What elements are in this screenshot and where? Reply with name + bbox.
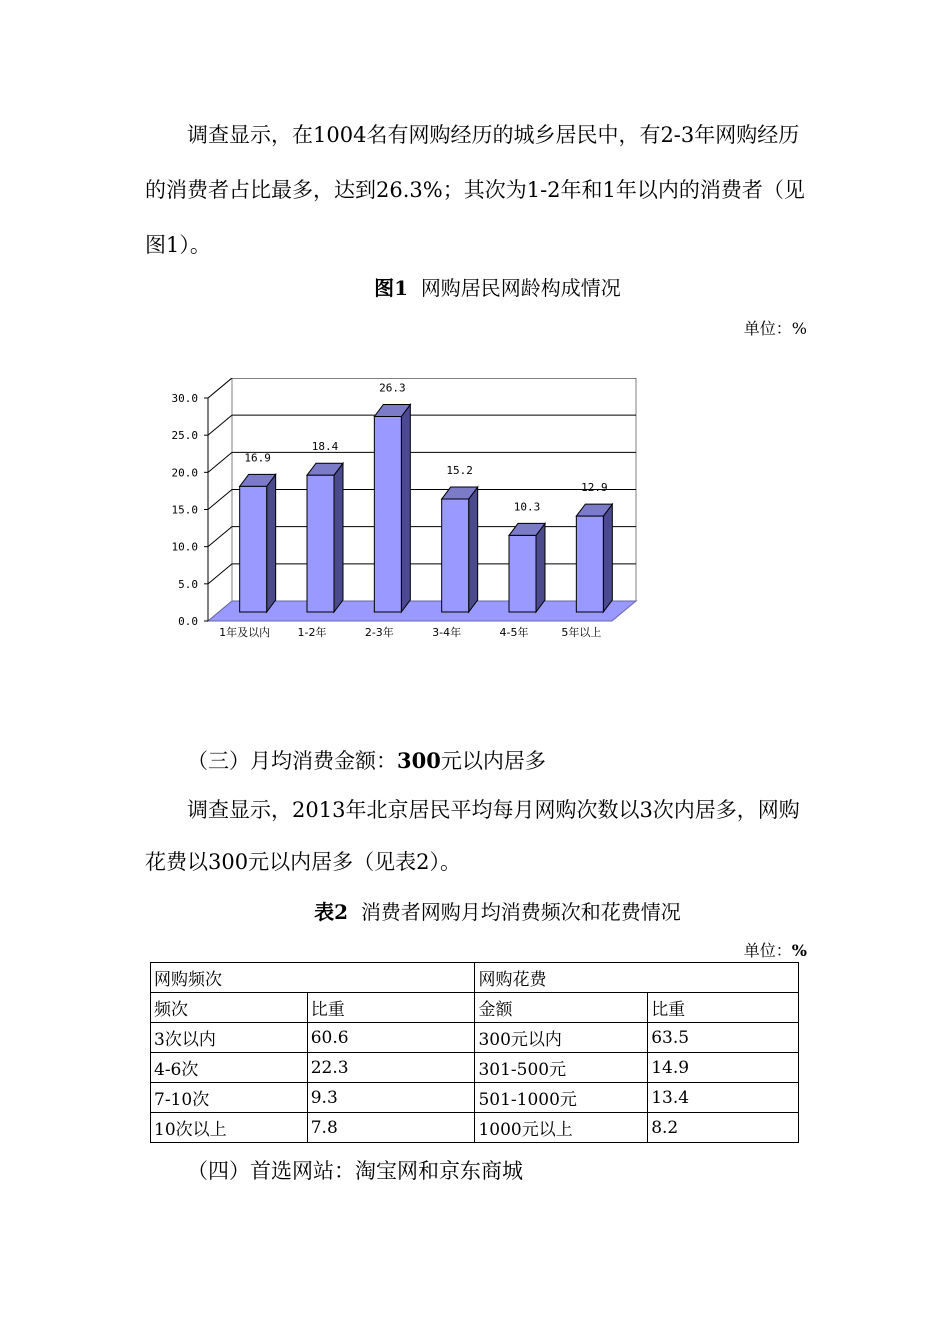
y-tick-label: 20.0 xyxy=(171,466,198,480)
table-cell: 4-6次 xyxy=(151,1053,308,1083)
figure-1-caption xyxy=(145,272,850,301)
table-2-title: 消费者网购月均消费频次和花费情况 xyxy=(360,900,681,924)
bar xyxy=(307,475,334,612)
data-label: 12.9 xyxy=(581,481,608,495)
data-label: 10.3 xyxy=(513,500,541,514)
table-row xyxy=(151,1113,799,1143)
y-tick-label: 5.0 xyxy=(178,577,198,591)
section-4-heading: （四）首选网站：淘宝网和京东商城 xyxy=(187,1159,523,1183)
header-share-1: 比重 xyxy=(307,993,475,1023)
section-3-paragraph: 调查显示，2013年北京居民平均每月网购次数以3次内居多，网购花费以300元以内居多（见表2）。 xyxy=(145,798,800,874)
data-label: 26.3 xyxy=(379,381,406,395)
data-label: 16.9 xyxy=(244,451,271,465)
table-cell: 301-500元 xyxy=(475,1053,648,1083)
table-cell: 13.4 xyxy=(648,1083,799,1113)
figure-1-title: 网购居民网龄构成情况 xyxy=(420,276,621,300)
x-tick-label: 3-4年 xyxy=(432,626,462,639)
bar-side xyxy=(334,463,343,612)
table-cell: 1000元以上 xyxy=(475,1113,648,1143)
bar-side xyxy=(469,487,478,612)
table-cell: 14.9 xyxy=(648,1053,799,1083)
y-tick-label: 25.0 xyxy=(171,429,198,443)
bar-side xyxy=(401,405,410,612)
section-3-bold: 300 xyxy=(397,748,441,773)
table-cell: 7.8 xyxy=(307,1113,475,1143)
table-group-header-row xyxy=(151,963,799,993)
header-share-2: 比重 xyxy=(648,993,799,1023)
figure-1-label: 图1 xyxy=(374,276,409,300)
bar-side xyxy=(267,474,276,612)
table-2-unit xyxy=(744,938,807,961)
table-cell: 22.3 xyxy=(307,1053,475,1083)
table-cell: 3次以内 xyxy=(151,1023,308,1053)
bar xyxy=(576,516,603,612)
x-tick-label: 4-5年 xyxy=(499,626,529,639)
y-tick-label: 30.0 xyxy=(171,392,198,405)
x-tick-label: 1年及以内 xyxy=(219,626,271,639)
section-3-suffix: 元以内居多 xyxy=(440,749,546,773)
bar xyxy=(240,486,267,612)
table-cell: 60.6 xyxy=(307,1023,475,1053)
table-2-label: 表2 xyxy=(314,900,349,924)
header-frequency: 频次 xyxy=(151,993,308,1023)
table-row xyxy=(151,1023,799,1053)
y-tick-label: 0.0 xyxy=(178,615,198,628)
table-cell: 63.5 xyxy=(648,1023,799,1053)
table-cell: 501-1000元 xyxy=(475,1083,648,1113)
table-cell: 8.2 xyxy=(648,1113,799,1143)
table-2-unit-prefix: 单位： xyxy=(743,941,792,960)
data-label: 15.2 xyxy=(446,464,473,478)
section-3-prefix: （三）月均消费金额： xyxy=(187,749,397,773)
group-header-frequency: 网购频次 xyxy=(151,963,475,993)
table-cell: 9.3 xyxy=(307,1083,475,1113)
bar-side xyxy=(536,523,545,612)
x-tick-label: 1-2年 xyxy=(297,626,327,639)
bar-side xyxy=(603,504,612,612)
table-row xyxy=(151,1083,799,1113)
data-label: 18.4 xyxy=(311,440,339,454)
figure-1-unit: 单位：% xyxy=(743,319,807,338)
x-tick-label: 5年以上 xyxy=(561,626,602,639)
y-tick-label: 15.0 xyxy=(171,503,198,517)
table-2-caption xyxy=(145,896,850,925)
table-cell: 10次以上 xyxy=(151,1113,308,1143)
table-2-unit-symbol: % xyxy=(791,941,807,960)
table-cell: 7-10次 xyxy=(151,1083,308,1113)
section-3-heading xyxy=(187,745,546,775)
bar xyxy=(509,535,536,612)
table-cell: 300元以内 xyxy=(475,1023,648,1053)
header-amount: 金额 xyxy=(475,993,648,1023)
table-row xyxy=(151,1053,799,1083)
consumption-table xyxy=(150,962,799,1143)
bar-chart xyxy=(160,378,650,650)
group-header-spending: 网购花费 xyxy=(475,963,799,993)
bar xyxy=(374,417,401,612)
x-tick-label: 2-3年 xyxy=(364,626,394,639)
table-header-row xyxy=(151,993,799,1023)
y-tick-label: 10.0 xyxy=(171,540,198,554)
bar xyxy=(442,499,469,612)
intro-paragraph: 调查显示，在1004名有网购经历的城乡居民中，有2-3年网购经历的消费者占比最多，达到26.3%；其次为1-2年和1年以内的消费者（见图1）。 xyxy=(145,123,805,257)
